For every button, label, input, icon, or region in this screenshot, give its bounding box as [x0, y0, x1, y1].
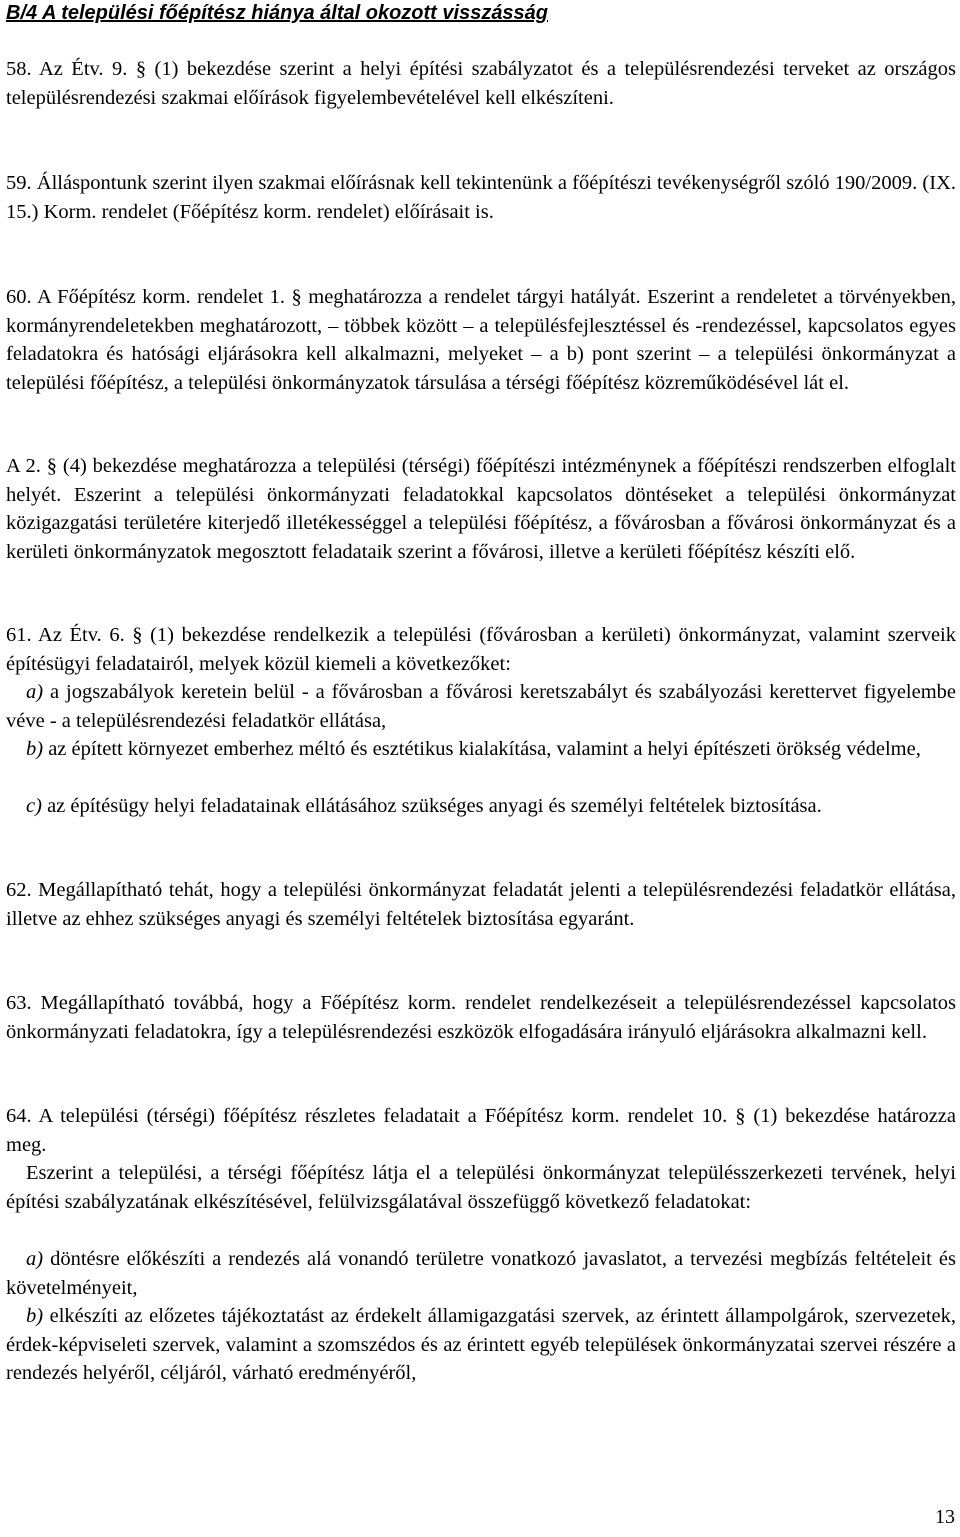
list-label: a): [26, 1248, 44, 1270]
list-item-c: [6, 792, 956, 821]
paragraph-60: 60. A Főépítész korm. rendelet 1. § meghatározza a rendelet tárgyi hatályát. Eszerint a rendeletet a törvényekben, kormányrendeletekben meghatározott, – többek között – a településfejlesztéssel és -rendezéssel, kapcsolatos egyes feladatokra és hatósági eljárásokra kell alkalmazni, melyeket – a b) pont szerint – a települési önkormányzat a települési főépítész, a települési önkormányzatok társulása a térségi főépítész közreműködésével lát el.: [6, 286, 956, 394]
list-item-a: [6, 1245, 956, 1302]
paragraph-60-continued: A 2. § (4) bekezdése meghatározza a települési (térségi) főépítészi intézménynek a főépítészi rendszerben elfoglalt helyét. Eszerint a települési önkormányzati feladatokkal kapcsolatos döntéseket a települési önkormányzat közigazgatási területére kiterjedő illetékességgel a települési főépítész, a fővárosban a fővárosi önkormányzat és a kerületi önkormányzatok megosztott feladataik szerint a fővárosi, illetve a kerületi főépítész készíti elő.: [6, 455, 956, 563]
list-text: a jogszabályok keretein belül - a fővárosban a fővárosi keretszabályt és szabályozási kerettervet figyelembe véve - a településrendezési feladatkör ellátása,: [6, 681, 957, 732]
list-label: b): [26, 1305, 44, 1327]
list-item-b: [6, 1302, 956, 1388]
list-text: döntésre előkészíti a rendezés alá vonandó területre vonatkozó javaslatot, a tervezési megbízás feltételeit és követelményeit,: [6, 1248, 956, 1299]
paragraph-62: 62. Megállapítható tehát, hogy a települési önkormányzat feladatát jelenti a településrendezési feladatkör ellátása, illetve az ehhez szükséges anyagi és személyi feltételek biztosítása egyaránt.: [6, 879, 956, 930]
page-number: 13: [935, 1506, 955, 1528]
list-text: az épített környezet emberhez méltó és esztétikus kialakítása, valamint a helyi építészeti örökség védelme,: [48, 738, 921, 760]
paragraph-61: 61. Az Étv. 6. § (1) bekezdése rendelkezik a települési (fővárosban a kerületi) önkormányzat, valamint szerveik építésügyi feladatairól, melyek közül kiemeli a következőket:: [6, 624, 956, 675]
list-label: a): [26, 681, 44, 703]
list-label: c): [26, 795, 42, 817]
paragraph-58: 58. Az Étv. 9. § (1) bekezdése szerint a helyi építési szabályzatot és a településrendezési terveket az országos településrendezési szakmai előírások figyelembevételével kell elkészíteni.: [6, 58, 956, 109]
paragraph-63: 63. Megállapítható továbbá, hogy a Főépítész korm. rendelet rendelkezéseit a településrendezéssel kapcsolatos önkormányzati feladatokra, így a településrendezési eszközök elfogadására irányuló eljárásokra alkalmazni kell.: [6, 992, 956, 1043]
paragraph-64-continued: Eszerint a települési, a térségi főépítész látja el a települési önkormányzat településszerkezeti tervének, helyi építési szabályzatának elkészítésével, felülvizsgálatával összefüggő következő feladatokat:: [6, 1162, 956, 1213]
list-item-b: [6, 735, 956, 764]
section-heading: B/4 A települési főépítész hiánya által okozott visszásság: [6, 2, 549, 24]
list-text: az építésügy helyi feladatainak ellátásához szükséges anyagi és személyi feltételek biztosítása.: [47, 795, 822, 817]
list-text: elkészíti az előzetes tájékoztatást az érdekelt államigazgatási szervek, az érintett állampolgárok, szervezetek, érdek-képviseleti szervek, valamint a szomszédos és az érintett egyéb települések önkormányzatai szervei részére a rendezés helyéről, céljáról, várható eredményéről,: [6, 1305, 957, 1384]
paragraph-59: 59. Álláspontunk szerint ilyen szakmai előírásnak kell tekintenünk a főépítészi tevékenységről szóló 190/2009. (IX. 15.) Korm. rendelet (Főépítész korm. rendelet) előírásait is.: [6, 172, 956, 223]
list-item-a: [6, 678, 956, 735]
list-label: b): [26, 738, 44, 760]
paragraph-64: 64. A települési (térségi) főépítész részletes feladatait a Főépítész korm. rendelet 10. § (1) bekezdése határozza meg.: [6, 1105, 956, 1156]
